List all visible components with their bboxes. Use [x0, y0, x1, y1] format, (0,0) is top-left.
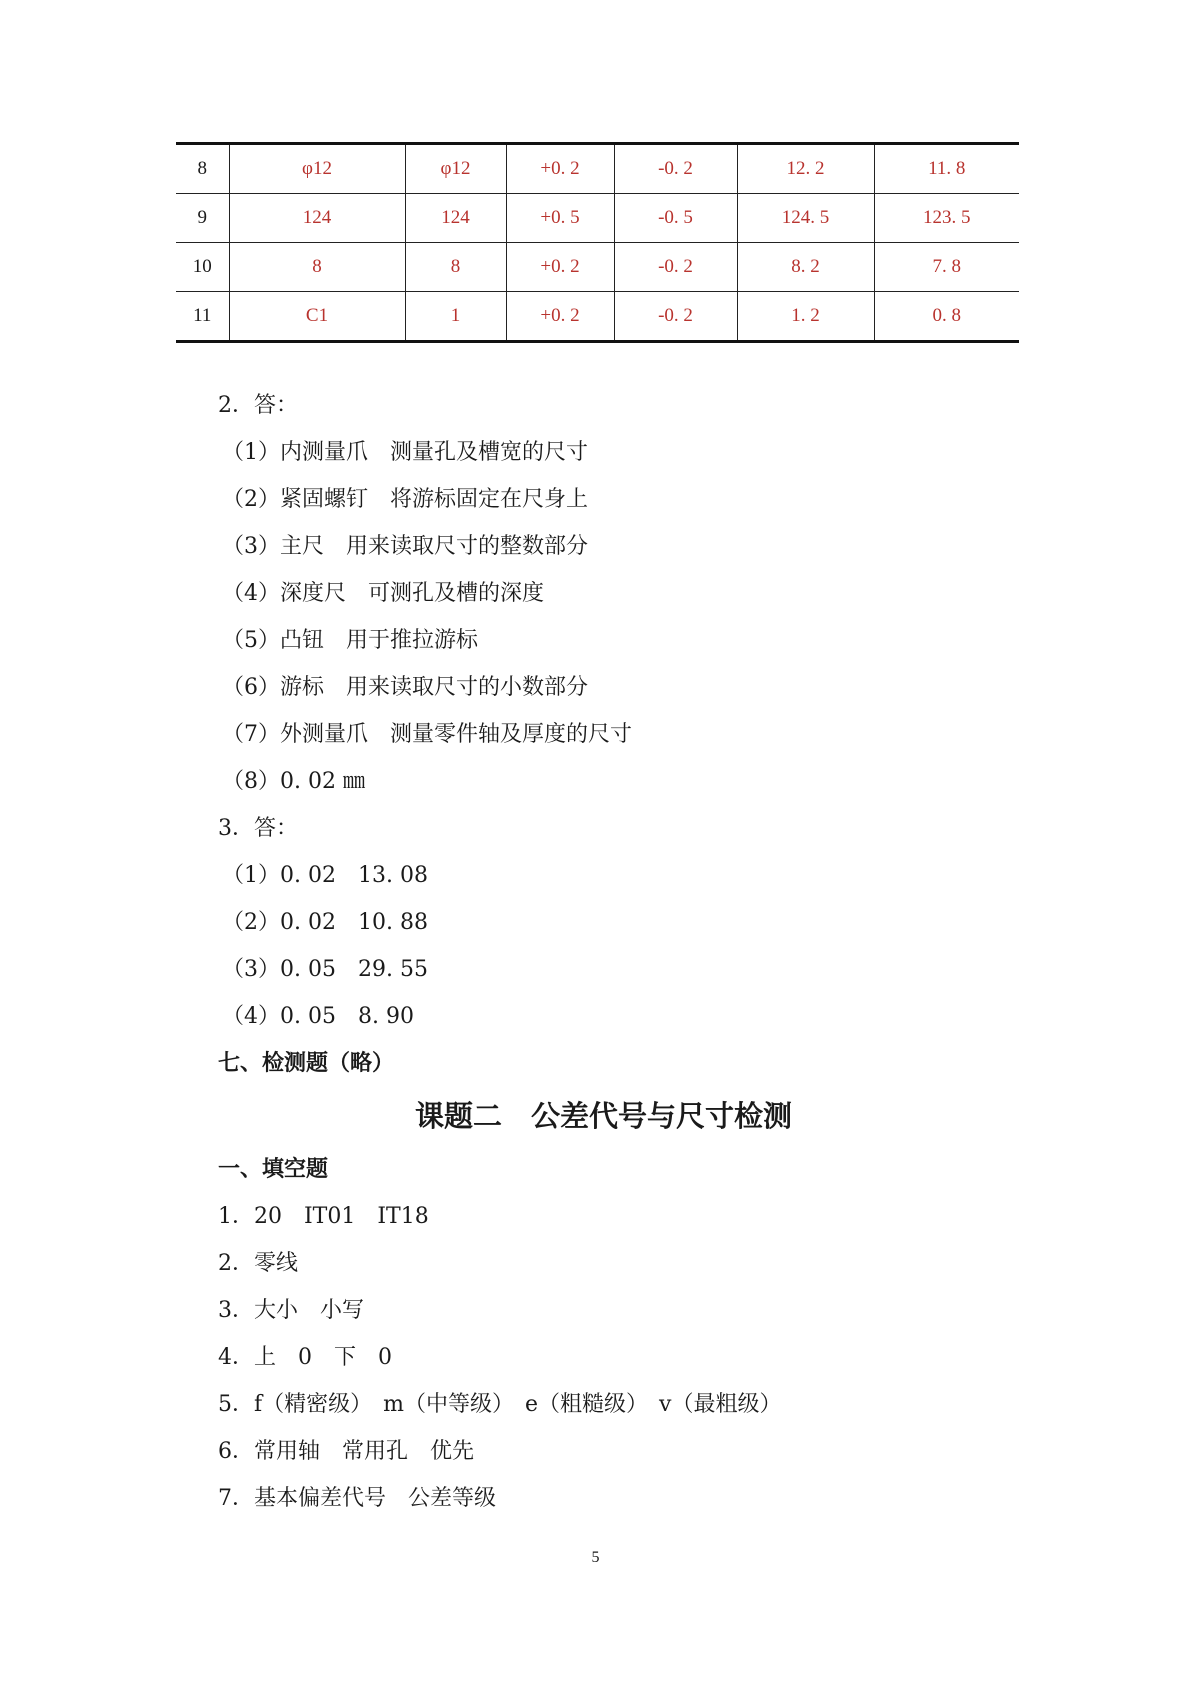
table-cell: 1 [405, 292, 506, 342]
table-cell: -0. 2 [614, 144, 737, 194]
answer-3-heading: 3．答： [218, 816, 298, 841]
table-cell: 1. 2 [737, 292, 874, 342]
table-cell: 12. 2 [737, 144, 874, 194]
table-row [176, 292, 1019, 342]
table-cell: 123. 5 [874, 194, 1019, 243]
answer-3-item: （1）0. 02 13. 08 [222, 863, 428, 888]
table-cell: +0. 2 [506, 144, 614, 194]
answer-2-heading: 2．答： [218, 393, 298, 418]
table-cell: -0. 2 [614, 292, 737, 342]
page-number: 5 [591, 1549, 600, 1566]
fill-blank-item: 3．大小 小写 [218, 1298, 364, 1323]
table-cell: +0. 2 [506, 243, 614, 292]
section-7-heading: 七、检测题（略） [218, 1051, 395, 1076]
table-cell: 124 [229, 194, 405, 243]
table-cell: 11 [176, 292, 229, 342]
answer-2-item: （5）凸钮 用于推拉游标 [222, 628, 478, 653]
answer-3-item: （3）0. 05 29. 55 [222, 957, 428, 982]
answer-2-item: （8）0. 02 ㎜ [222, 769, 365, 794]
table-row [176, 243, 1019, 292]
table-cell: 124 [405, 194, 506, 243]
table-cell: +0. 2 [506, 292, 614, 342]
table-cell: φ12 [229, 144, 405, 194]
table-row [176, 144, 1019, 194]
table-cell: 8 [197, 158, 207, 179]
table-cell: C1 [229, 292, 405, 342]
table-row [176, 194, 1019, 243]
table-cell: 124. 5 [737, 194, 874, 243]
tolerance-table [176, 142, 1019, 343]
table-cell: 9 [176, 194, 229, 243]
fill-blank-item: 1．20 IT01 IT18 [218, 1204, 429, 1229]
chapter-title: 课题二 公差代号与尺寸检测 [414, 1099, 792, 1133]
fill-blank-item: 4．上 0 下 0 [218, 1345, 392, 1370]
answer-2-item: （6）游标 用来读取尺寸的小数部分 [222, 675, 588, 700]
table-cell: -0. 2 [614, 243, 737, 292]
table-cell: -0. 5 [614, 194, 737, 243]
answer-3-item: （2）0. 02 10. 88 [222, 910, 428, 935]
fill-blank-item: 6．常用轴 常用孔 优先 [218, 1439, 474, 1464]
answer-2-item: （4）深度尺 可测孔及槽的深度 [222, 581, 544, 606]
answer-2-item: （2）紧固螺钉 将游标固定在尺身上 [222, 487, 588, 512]
table-cell: 0. 8 [874, 292, 1019, 342]
answer-2-item: （3）主尺 用来读取尺寸的整数部分 [222, 534, 588, 559]
table-cell: 11. 8 [874, 144, 1019, 194]
answer-2-item: （1）内测量爪 测量孔及槽宽的尺寸 [222, 440, 588, 465]
table-cell: 8. 2 [737, 243, 874, 292]
table-cell: 8 [229, 243, 405, 292]
table-cell: 10 [176, 243, 229, 292]
fill-blank-item: 5．f（精密级） m（中等级） e（粗糙级） v（最粗级） [218, 1392, 782, 1417]
answer-3-item: （4）0. 05 8. 90 [222, 1004, 414, 1029]
answer-2-item: （7）外测量爪 测量零件轴及厚度的尺寸 [222, 722, 632, 747]
fill-blank-heading: 一、填空题 [218, 1157, 329, 1182]
fill-blank-item: 7．基本偏差代号 公差等级 [218, 1486, 496, 1511]
table-cell: 8 [405, 243, 506, 292]
table-cell: 7. 8 [874, 243, 1019, 292]
fill-blank-item: 2．零线 [218, 1251, 298, 1276]
table-cell: φ12 [405, 144, 506, 194]
table-cell: +0. 5 [506, 194, 614, 243]
